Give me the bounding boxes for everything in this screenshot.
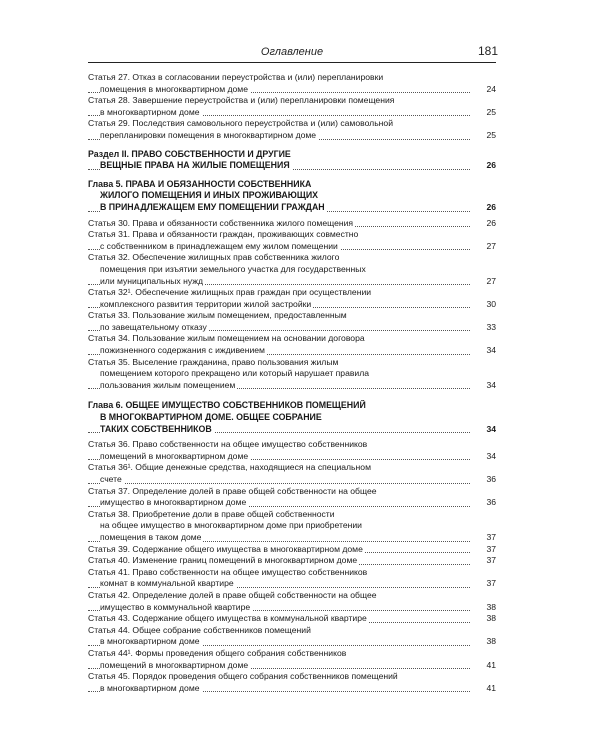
toc-page-number: 34 bbox=[486, 345, 496, 356]
toc-entry-line bbox=[88, 160, 470, 172]
toc-entry-text: ВЕЩНЫЕ ПРАВА НА ЖИЛЫЕ ПОМЕЩЕНИЯ bbox=[100, 160, 290, 171]
toc-page-number: 41 bbox=[486, 659, 496, 670]
toc-entry[interactable] bbox=[88, 509, 496, 544]
toc-entry-text: имущество в коммунальной квартире bbox=[100, 601, 251, 612]
toc-entry-text: Статья 45. Порядок проведения общего собрания собственников помещений bbox=[88, 671, 398, 682]
toc-entry[interactable] bbox=[88, 590, 496, 613]
section-spacer bbox=[88, 142, 496, 149]
toc-entry[interactable] bbox=[88, 218, 496, 230]
toc-entry-line bbox=[88, 602, 470, 614]
toc-page-number: 34 bbox=[486, 379, 496, 390]
toc-entry[interactable] bbox=[88, 310, 496, 333]
toc-entry-text: Глава 5. ПРАВА И ОБЯЗАННОСТИ СОБСТВЕННИКА bbox=[88, 178, 312, 189]
toc-page-number: 38 bbox=[486, 601, 496, 612]
toc-entry-text: помещением которого прекращено или который нарушает правила bbox=[100, 368, 370, 379]
toc-page-number: 26 bbox=[486, 160, 496, 171]
toc-entry[interactable] bbox=[88, 357, 496, 392]
toc-entry-line bbox=[88, 229, 470, 241]
toc-entry-text: по завещательному отказу bbox=[100, 321, 207, 332]
section-spacer bbox=[88, 172, 496, 179]
toc-page-number: 30 bbox=[486, 298, 496, 309]
toc-entry-text: в многоквартирном доме bbox=[100, 636, 200, 647]
toc-entry-line bbox=[88, 130, 470, 142]
toc-entry-text: пользования жилым помещением bbox=[100, 379, 236, 390]
toc-entry-text: Статья 44¹. Формы проведения общего собрания собственников bbox=[88, 647, 347, 658]
toc-entry-text: Статья 32. Обеспечение жилищных прав собственника жилого bbox=[88, 252, 340, 263]
toc-entry-line bbox=[88, 118, 470, 130]
toc-entry-line bbox=[88, 555, 470, 567]
toc-entry[interactable] bbox=[88, 95, 496, 118]
toc-entry-text: в многоквартирном доме bbox=[100, 106, 200, 117]
toc-entry-text: Статья 41. Право собственности на общее имущество собственников bbox=[88, 566, 368, 577]
toc-page-number: 37 bbox=[486, 531, 496, 542]
toc-entry[interactable] bbox=[88, 439, 496, 462]
toc-entry-text: имущество в многоквартирном доме bbox=[100, 497, 247, 508]
toc-page-number: 34 bbox=[486, 450, 496, 461]
toc-entry-line bbox=[88, 567, 470, 579]
toc-entry-line bbox=[88, 299, 470, 311]
toc-entry[interactable] bbox=[88, 72, 496, 95]
toc-entry-text: Статья 38. Приобретение доли в праве общей собственности bbox=[88, 508, 335, 519]
toc-page-number: 26 bbox=[486, 217, 496, 228]
toc-page-number: 37 bbox=[486, 578, 496, 589]
toc-page-number: 38 bbox=[486, 636, 496, 647]
toc-entry-line bbox=[88, 439, 470, 451]
toc-entry-line bbox=[88, 179, 470, 191]
toc-page-number: 38 bbox=[486, 613, 496, 624]
toc-page-number: 25 bbox=[486, 106, 496, 117]
toc-page-number: 33 bbox=[486, 321, 496, 332]
toc-entry-line bbox=[88, 400, 470, 412]
toc-entry-text: В ПРИНАДЛЕЖАЩЕМ ЕМУ ПОМЕЩЕНИИ ГРАЖДАН bbox=[100, 201, 325, 212]
toc-entry-text: Статья 31. Права и обязанности граждан, проживающих совместно bbox=[88, 229, 359, 240]
toc-heading-entry[interactable] bbox=[88, 400, 496, 435]
toc-heading-entry[interactable] bbox=[88, 179, 496, 214]
toc-entry-line bbox=[88, 202, 470, 214]
toc-entry[interactable] bbox=[88, 544, 496, 556]
toc-entry[interactable] bbox=[88, 486, 496, 509]
toc-entry-line bbox=[88, 474, 470, 486]
toc-entry-line bbox=[88, 486, 470, 498]
toc-entry-line bbox=[88, 625, 470, 637]
toc-entry-line bbox=[88, 276, 470, 288]
toc-entry-text: на общее имущество в многоквартирном доме при приобретении bbox=[100, 520, 362, 531]
toc-entry-text: Статья 36. Право собственности на общее имущество собственников bbox=[88, 439, 368, 450]
toc-entry[interactable] bbox=[88, 625, 496, 648]
table-of-contents bbox=[88, 72, 496, 694]
toc-entry-line bbox=[88, 544, 470, 556]
toc-page-number: 37 bbox=[486, 555, 496, 566]
toc-entry-line bbox=[88, 287, 470, 299]
toc-entry-line bbox=[88, 333, 470, 345]
toc-entry[interactable] bbox=[88, 567, 496, 590]
header-title: Оглавление bbox=[260, 46, 324, 58]
toc-entry-line bbox=[88, 310, 470, 322]
toc-entry-line bbox=[88, 190, 470, 202]
toc-entry-text: в многоквартирном доме bbox=[100, 682, 200, 693]
toc-entry-line bbox=[88, 149, 470, 161]
toc-entry-text: Статья 42. Определение долей в праве общей собственности на общее bbox=[88, 589, 377, 600]
toc-entry-line bbox=[88, 357, 470, 369]
toc-entry-text: Статья 30. Права и обязанности собственника жилого помещения bbox=[88, 217, 354, 228]
toc-entry-text: Статья 37. Определение долей в праве общей собственности на общее bbox=[88, 485, 377, 496]
toc-entry-text: Статья 44. Общее собрание собственников помещений bbox=[88, 624, 311, 635]
toc-entry-line bbox=[88, 660, 470, 672]
toc-entry-line bbox=[88, 84, 470, 96]
toc-entry-line bbox=[88, 578, 470, 590]
toc-entry-text: Статья 28. Завершение переустройства и (или) перепланировки помещения bbox=[88, 95, 395, 106]
toc-page-number: 36 bbox=[486, 474, 496, 484]
toc-entry[interactable] bbox=[88, 287, 496, 310]
toc-entry-text: В МНОГОКВАРТИРНОМ ДОМЕ. ОБЩЕЕ СОБРАНИЕ bbox=[100, 412, 322, 423]
toc-entry-text: перепланировки помещения в многоквартирном доме bbox=[100, 129, 317, 140]
toc-entry-line bbox=[88, 424, 470, 436]
toc-entry-text: Статья 27. Отказ в согласовании переустройства и (или) перепланировки bbox=[88, 72, 384, 82]
toc-entry-line bbox=[88, 636, 470, 648]
toc-entry-line bbox=[88, 252, 470, 264]
toc-entry-text: помещений в многоквартирном доме bbox=[100, 450, 249, 461]
toc-entry-text: помещения при изъятии земельного участка для государственных bbox=[100, 263, 366, 274]
toc-entry-line bbox=[88, 322, 470, 334]
toc-entry-text: Статья 35. Выселение гражданина, право пользования жилым bbox=[88, 356, 339, 367]
toc-entry-text: пожизненного содержания с иждивением bbox=[100, 345, 265, 356]
toc-page-number: 26 bbox=[486, 201, 496, 212]
toc-entry-text: Статья 43. Содержание общего имущества в коммунальной квартире bbox=[88, 613, 367, 624]
toc-entry-text: ТАКИХ СОБСТВЕННИКОВ bbox=[100, 423, 212, 434]
toc-entry-line bbox=[88, 590, 470, 602]
toc-entry-text: Статья 33. Пользование жилым помещением, предоставленным bbox=[88, 310, 347, 321]
toc-page-number: 41 bbox=[486, 682, 496, 693]
toc-entry-line bbox=[88, 497, 470, 509]
toc-page-number: 25 bbox=[486, 129, 496, 140]
toc-entry[interactable] bbox=[88, 118, 496, 141]
toc-page-number: 36 bbox=[486, 497, 496, 508]
toc-entry[interactable] bbox=[88, 671, 496, 694]
toc-page-number: 27 bbox=[486, 275, 496, 286]
toc-entry-line bbox=[88, 72, 470, 84]
toc-entry-line bbox=[88, 520, 470, 532]
toc-entry-line bbox=[88, 462, 470, 474]
toc-entry-text: Глава 6. ОБЩЕЕ ИМУЩЕСТВО СОБСТВЕННИКОВ ПОМЕЩЕНИЙ bbox=[88, 400, 366, 411]
toc-entry-line bbox=[88, 218, 470, 230]
toc-heading-entry[interactable] bbox=[88, 149, 496, 172]
toc-page-number: 34 bbox=[486, 423, 496, 434]
toc-entry[interactable] bbox=[88, 613, 496, 625]
toc-page-number: 27 bbox=[486, 240, 496, 251]
running-header bbox=[88, 44, 496, 63]
toc-entry[interactable] bbox=[88, 252, 496, 287]
toc-entry-text: комнат в коммунальной квартире bbox=[100, 578, 234, 589]
toc-entry-text: помещения в многоквартирном доме bbox=[100, 83, 248, 94]
toc-entry-line bbox=[88, 648, 470, 660]
toc-entry-line bbox=[88, 451, 470, 463]
toc-entry-text: счете bbox=[100, 474, 122, 484]
toc-entry-text: помещений в многоквартирном доме bbox=[100, 659, 249, 670]
toc-entry-text: Статья 32¹. Обеспечение жилищных прав граждан при осуществлении bbox=[88, 287, 372, 298]
toc-entry-text: Статья 36¹. Общие денежные средства, находящиеся на специальном bbox=[88, 462, 371, 473]
toc-entry-text: с собственником в принадлежащем ему жилом помещении bbox=[100, 240, 338, 251]
toc-entry-line bbox=[88, 241, 470, 253]
toc-entry-line bbox=[88, 412, 470, 424]
toc-entry[interactable] bbox=[88, 555, 496, 567]
toc-entry[interactable] bbox=[88, 333, 496, 356]
toc-entry-text: комплексного развития территории жилой застройки bbox=[100, 298, 312, 309]
toc-entry-text: или муниципальных нужд bbox=[100, 275, 204, 286]
toc-entry-line bbox=[88, 532, 470, 544]
toc-entry[interactable] bbox=[88, 462, 496, 485]
toc-entry[interactable] bbox=[88, 648, 496, 671]
toc-entry-text: Статья 40. Изменение границ помещений в многоквартирном доме bbox=[88, 555, 358, 566]
toc-entry-line bbox=[88, 107, 470, 119]
header-page-number: 181 bbox=[477, 44, 498, 58]
toc-entry-line bbox=[88, 613, 470, 625]
toc-entry-text: Раздел II. ПРАВО СОБСТВЕННОСТИ И ДРУГИЕ bbox=[88, 148, 291, 159]
toc-entry-text: Статья 39. Содержание общего имущества в многоквартирном доме bbox=[88, 543, 363, 554]
toc-entry[interactable] bbox=[88, 229, 496, 252]
toc-entry-text: Статья 34. Пользование жилым помещением на основании договора bbox=[88, 333, 365, 344]
toc-entry-line bbox=[88, 95, 470, 107]
toc-entry-line bbox=[88, 380, 470, 392]
toc-entry-text: ЖИЛОГО ПОМЕЩЕНИЯ И ИНЫХ ПРОЖИВАЮЩИХ bbox=[100, 190, 319, 201]
section-spacer bbox=[88, 391, 496, 400]
toc-entry-line bbox=[88, 509, 470, 521]
toc-entry-line bbox=[88, 671, 470, 683]
toc-entry-text: помещения в таком доме bbox=[100, 531, 202, 542]
toc-entry-line bbox=[88, 368, 470, 380]
toc-page-number: 24 bbox=[486, 83, 496, 94]
toc-entry-text: Статья 29. Последствия самовольного переустройства и (или) самовольной bbox=[88, 118, 394, 129]
toc-entry-line bbox=[88, 264, 470, 276]
toc-page-number: 37 bbox=[486, 543, 496, 554]
toc-entry-line bbox=[88, 683, 470, 695]
toc-entry-line bbox=[88, 345, 470, 357]
